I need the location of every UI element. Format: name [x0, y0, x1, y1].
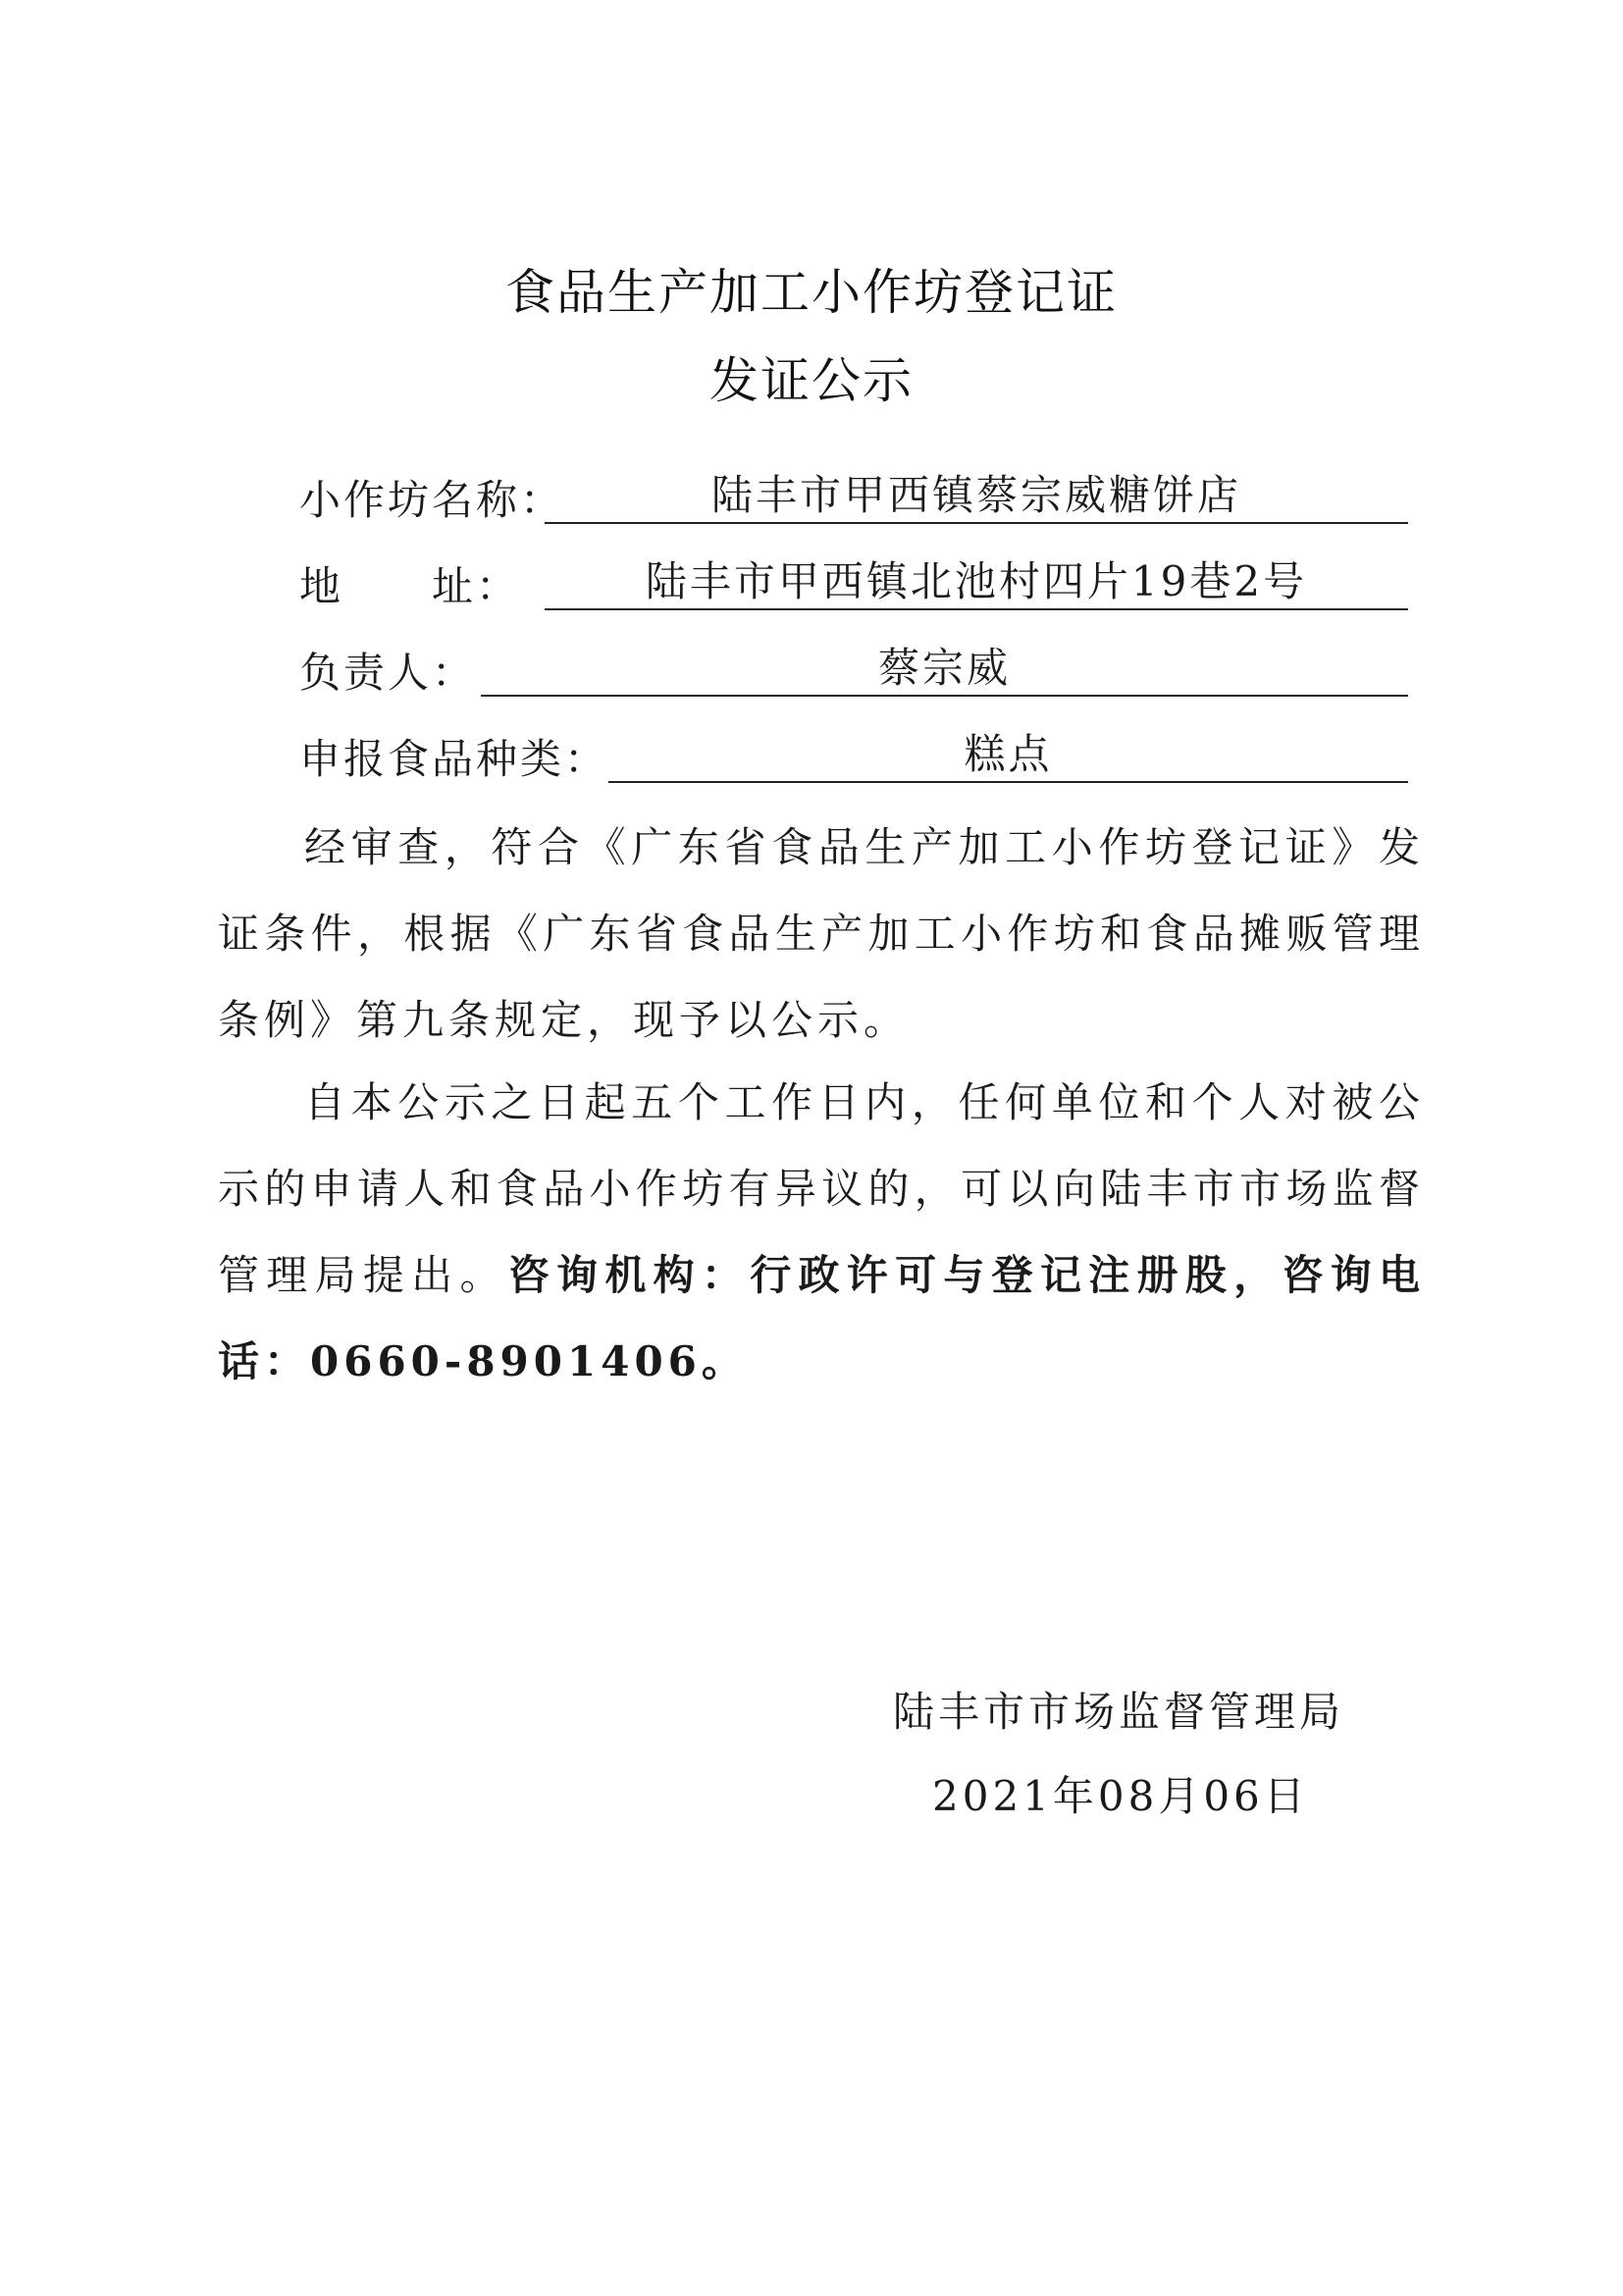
responsible-person-field	[299, 644, 1408, 703]
food-category-value: 糕点	[964, 730, 1053, 778]
food-category-label: 申报食品种类：	[299, 735, 609, 783]
objection-paragraph	[218, 1060, 1425, 1405]
workshop-name-underline	[545, 522, 1408, 524]
workshop-name-field	[299, 471, 1408, 530]
objection-text: 自本公示之日起五个工作日内，任何单位和个人对被公示的申请人和食品小作坊有异议的，可以向陆丰市市场监督管理局提出。	[218, 1078, 1425, 1299]
address-label: 地 址：	[299, 562, 521, 610]
address-field	[299, 557, 1408, 616]
issuing-organization: 陆丰市市场监督管理局	[893, 1688, 1345, 1736]
workshop-name-value: 陆丰市甲西镇蔡宗威糖饼店	[710, 471, 1241, 519]
responsible-person-label: 负责人：	[299, 649, 477, 697]
review-paragraph: 经审查，符合《广东省食品生产加工小作坊登记证》发证条件，根据《广东省食品生产加工小作坊和食品摊贩管理条例》第九条规定，现予以公示。	[218, 823, 1425, 1044]
consultation-info: 咨询机构：行政许可与登记注册股，咨询电话：0660-8901406。	[218, 1251, 1425, 1385]
responsible-person-value: 蔡宗威	[877, 644, 1011, 692]
food-category-underline	[608, 781, 1408, 783]
workshop-name-label: 小作坊名称：	[299, 476, 565, 524]
food-category-field	[299, 730, 1408, 789]
document-title: 食品生产加工小作坊登记证	[505, 264, 1118, 321]
address-underline	[545, 608, 1408, 610]
address-value: 陆丰市甲西镇北池村四片19巷2号	[645, 557, 1308, 605]
issue-date: 2021年08月06日	[932, 1772, 1309, 1820]
responsible-person-underline	[481, 695, 1408, 697]
document-subtitle: 发证公示	[709, 352, 914, 409]
